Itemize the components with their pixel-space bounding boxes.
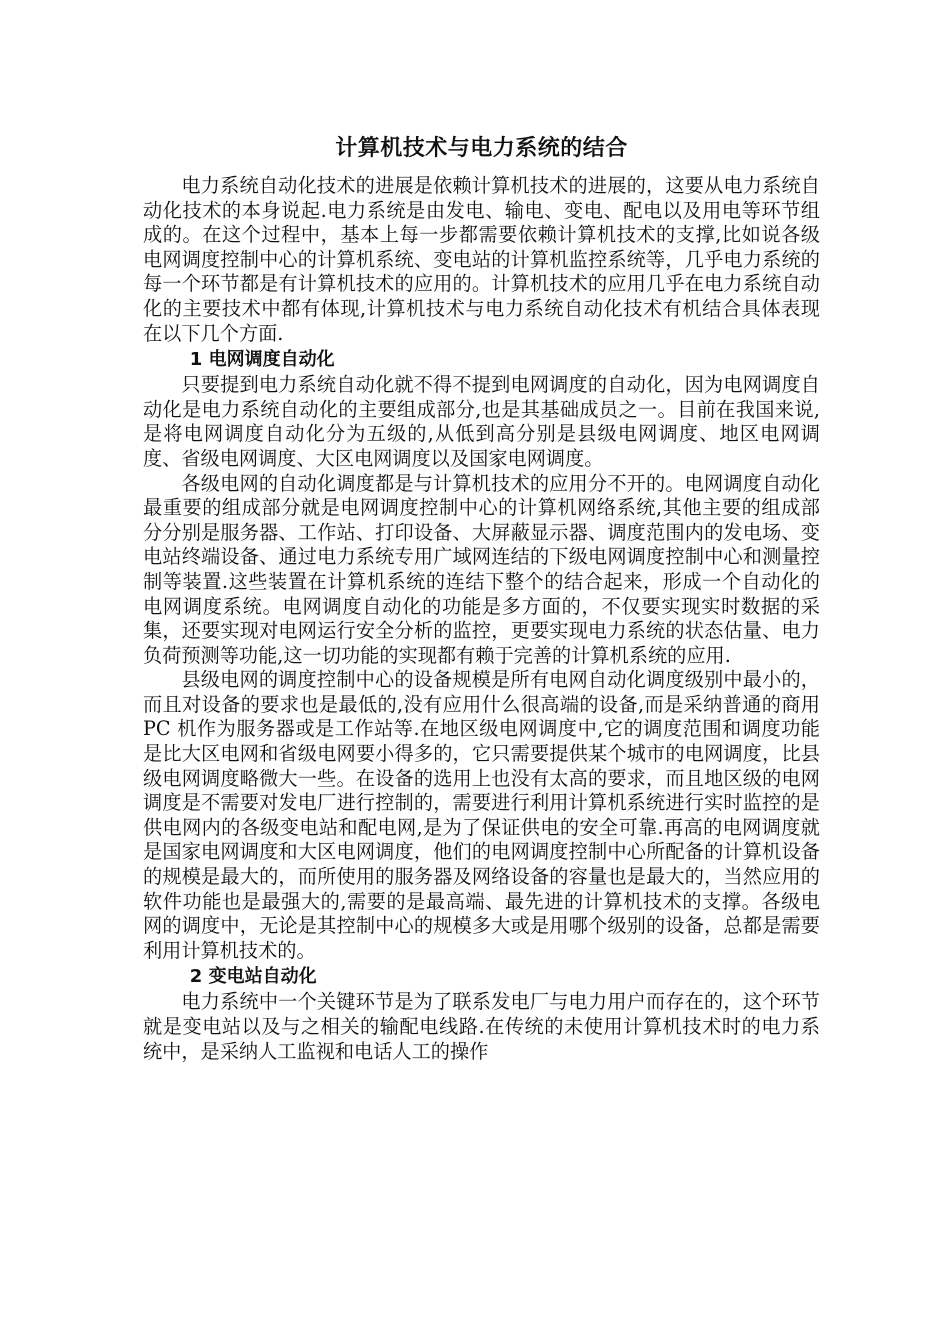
body-paragraph: 只要提到电力系统自动化就不得不提到电网调度的自动化，因为电网调度自动化是电力系统自动化的主要组成部分,也是其基础成员之一。目前在我国来说,是将电网调度自动化分为五级的,从低到高分别是县级电网调度、地区电网调度、省级电网调度、大区电网调度以及国家电网调度。 [143,373,820,470]
document-body [143,132,820,1064]
section-grid-dispatch [143,346,820,963]
body-paragraph: 各级电网的自动化调度都是与计算机技术的应用分不开的。电网调度自动化最重要的组成部分就是电网调度控制中心的计算机网络系统,其他主要的组成部分分别是服务器、工作站、打印设备、大屏蔽显示器、调度范围内的发电场、变电站终端设备、通过电力系统专用广域网连结的下级电网调度控制中心和测量控制等装置.这些装置在计算机系统的连结下整个的结合起来，形成一个自动化的电网调度系统。电网调度自动化的功能是多方面的，不仅要实现实时数据的采集，还要实现对电网运行安全分析的监控，更要实现电力系统的状态估量、电力负荷预测等功能,这一切功能的实现都有赖于完善的计算机系统的应用. [143,471,820,667]
section-heading: 2 变电站自动化 [189,966,317,988]
section-heading: 1 电网调度自动化 [189,349,335,371]
intro-paragraph: 电力系统自动化技术的进展是依赖计算机技术的进展的，这要从电力系统自动化技术的本身说起.电力系统是由发电、输电、变电、配电以及用电等环节组成的。在这个过程中，基本上每一步都需要依赖计算机技术的支撑,比如说各级电网调度控制中心的计算机系统、变电站的计算机监控系统等，几乎电力系统的每一个环节都是有计算机技术的应用的。计算机技术的应用几乎在电力系统自动化的主要技术中都有体现,计算机技术与电力系统自动化技术有机结合具体表现在以下几个方面. [143,174,820,345]
body-paragraph: 县级电网的调度控制中心的设备规模是所有电网自动化调度级别中最小的，而且对设备的要求也是最低的,没有应用什么很高端的设备,而是采纳普通的商用 PC 机作为服务器或是工作站等.在地区级电网调度中,它的调度范围和调度功能是比大区电网和省级电网要小得多的，它只需要提供某个城市的电网调度，比县级电网调度略微大一些。在设备的选用上也没有太高的要求，而且地区级的电网调度是不需要对发电厂进行控制的，需要进行利用计算机系统进行实时监控的是供电网内的各级变电站和配电网,是为了保证供电的安全可靠.再高的电网调度就是国家电网调度和大区电网调度，他们的电网调度控制中心所配备的计算机设备的规模是最大的，而所使用的服务器及网络设备的容量也是最大的，当然应用的软件功能也是最强大的,需要的是最高端、最先进的计算机技术的支撑。各级电网的调度中，无论是其控制中心的规模多大或是用哪个级别的设备，总都是需要利用计算机技术的。 [143,668,820,962]
section-substation [143,963,820,1064]
body-paragraph: 电力系统中一个关键环节是为了联系发电厂与电力用户而存在的，这个环节就是变电站以及与之相关的输配电线路.在传统的未使用计算机技术时的电力系统中，是采纳人工监视和电话人工的操作 [143,990,820,1063]
document-title: 计算机技术与电力系统的结合 [335,136,628,161]
